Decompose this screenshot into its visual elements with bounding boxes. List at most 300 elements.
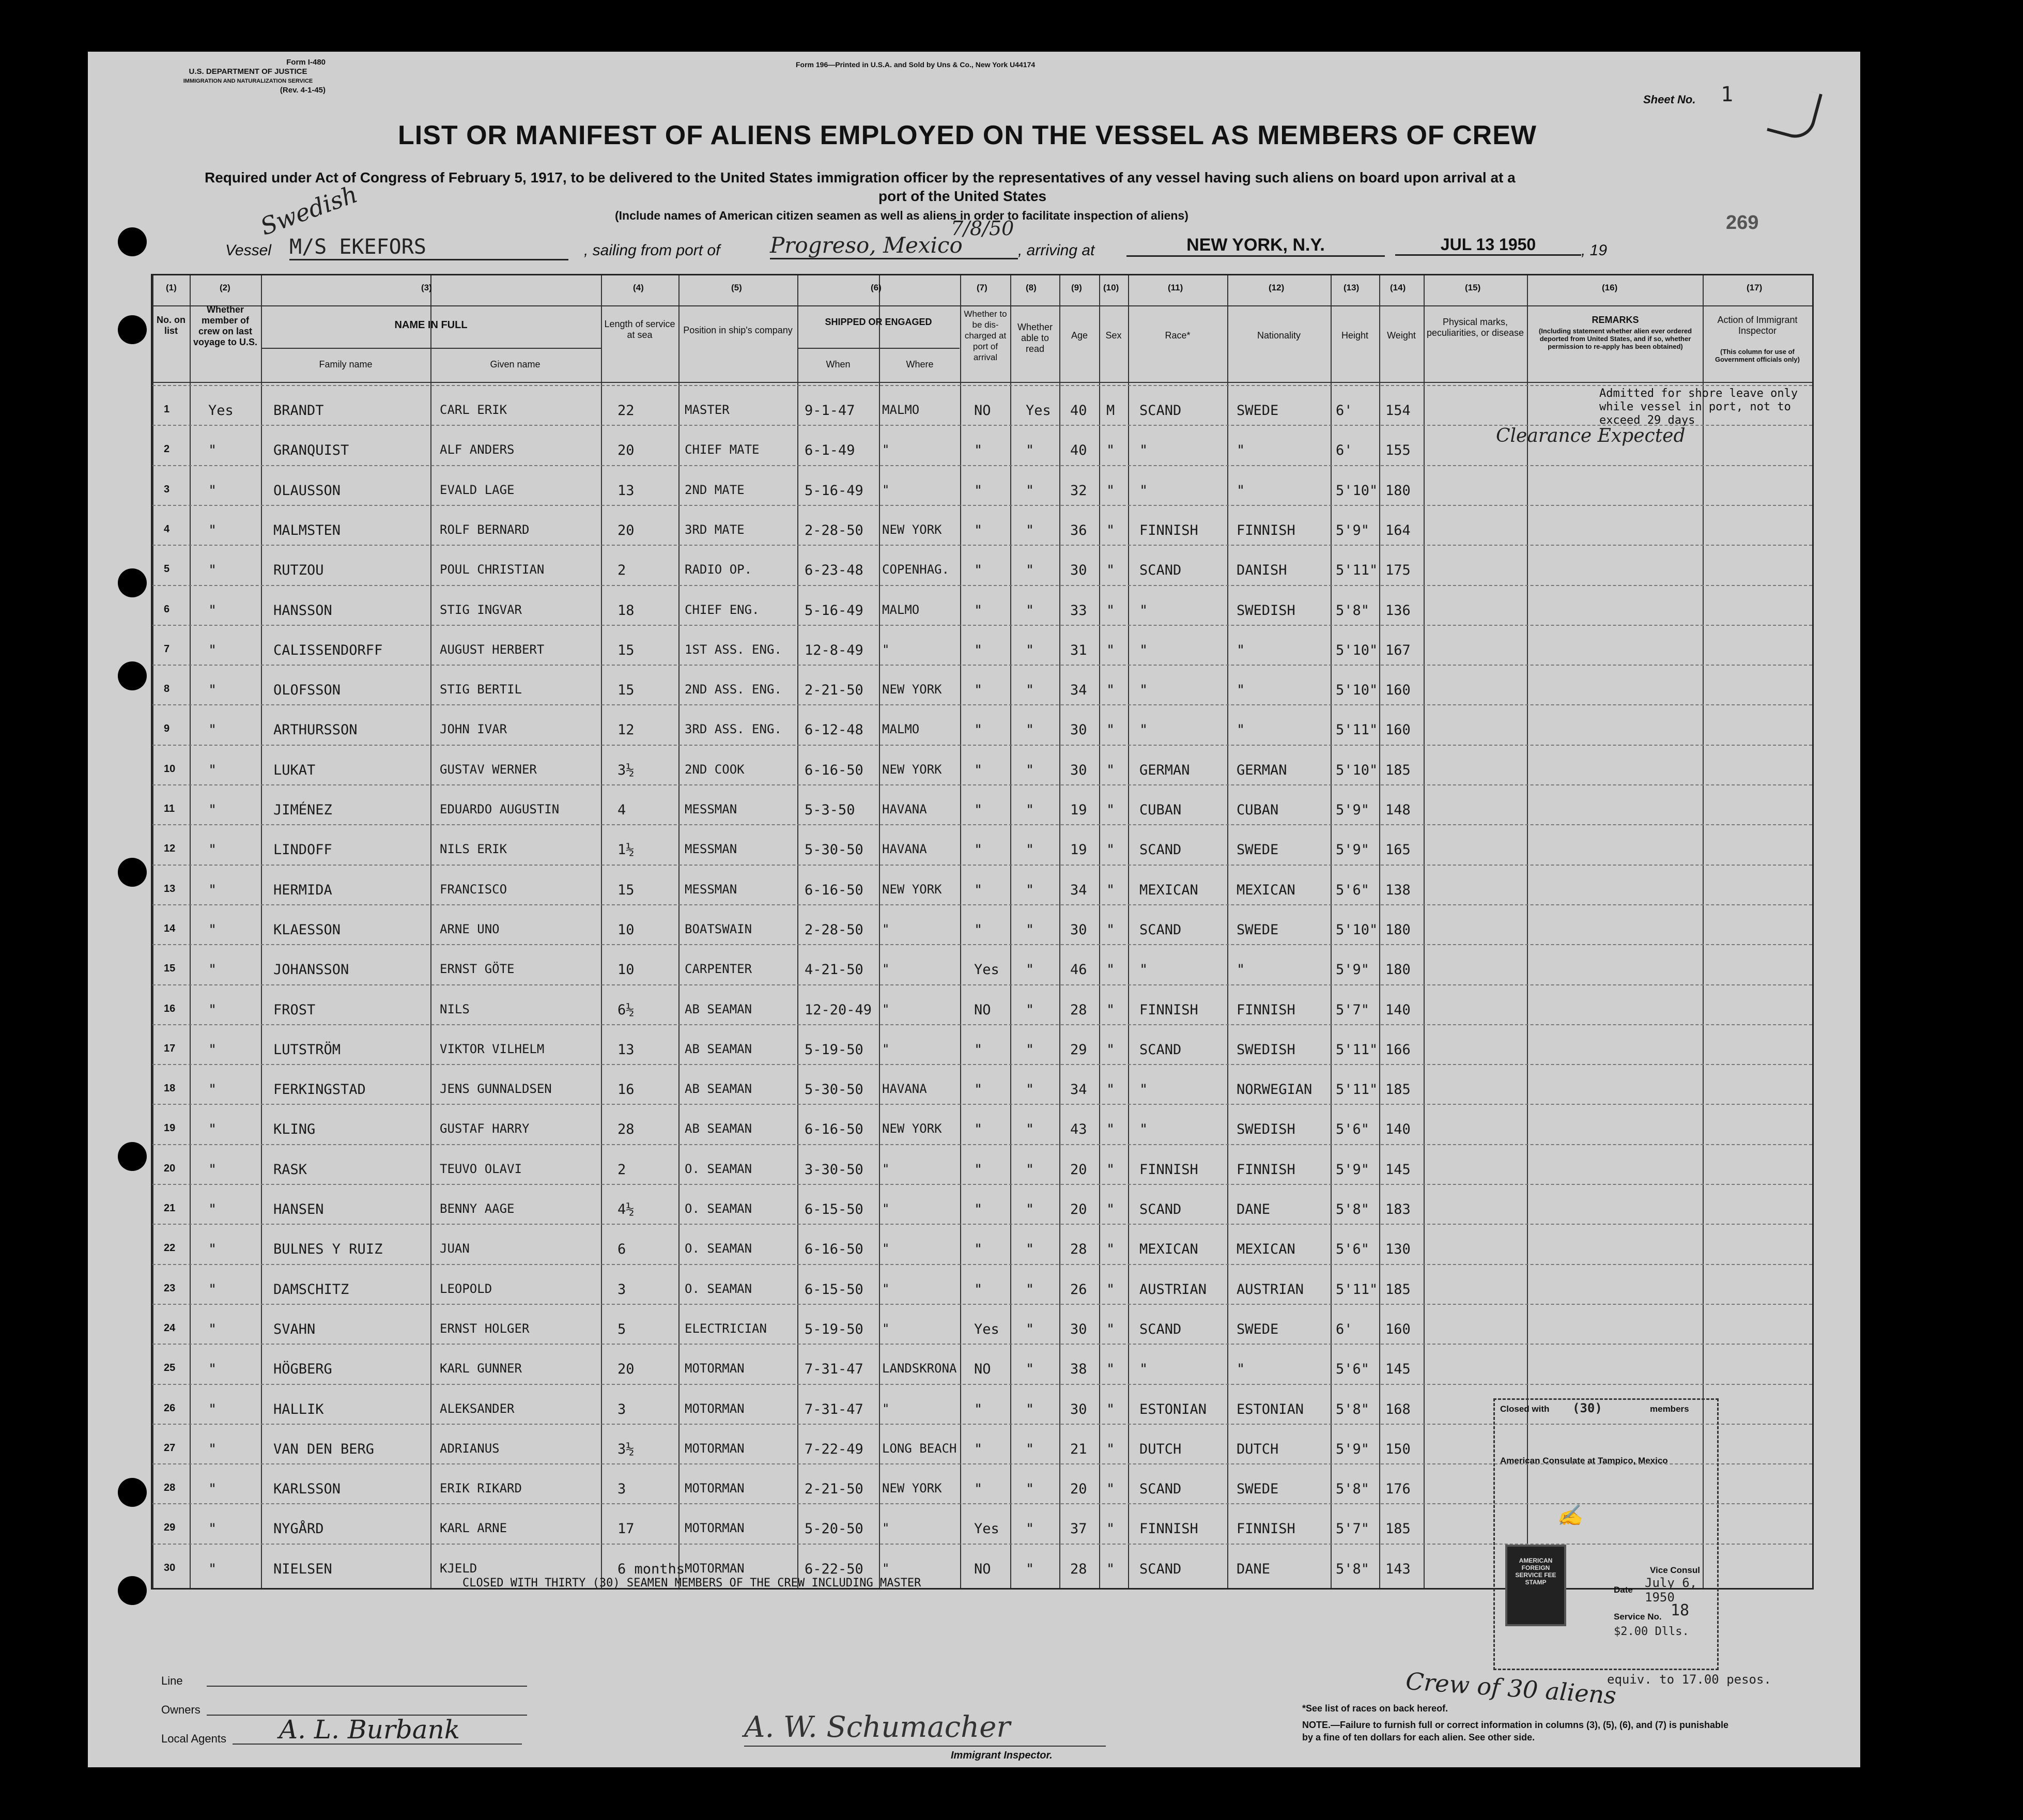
height-cell: 6' <box>1336 403 1353 419</box>
row-number: 17 <box>164 1042 176 1054</box>
age-cell: 28 <box>1070 1241 1087 1258</box>
able-read-cell: " <box>1026 882 1034 898</box>
nationality-cell: FINNISH <box>1237 1161 1295 1178</box>
family-name-cell: KLING <box>273 1121 316 1138</box>
shipped-when-cell: 6-15-50 <box>805 1281 863 1298</box>
position-cell: MOTORMAN <box>685 1481 745 1496</box>
family-name-cell: OLAUSSON <box>273 482 341 499</box>
date-label: Date <box>1614 1585 1633 1595</box>
nationality-cell: MEXICAN <box>1237 882 1295 898</box>
punch-hole <box>118 568 147 597</box>
discharged-cell: " <box>974 802 983 818</box>
given-name-cell: JENS GUNNALDSEN <box>440 1082 552 1097</box>
header-when: When <box>826 359 851 369</box>
position-cell: 1ST ASS. ENG. <box>685 642 782 657</box>
table-row <box>152 784 1812 826</box>
row-number: 12 <box>164 843 176 855</box>
position-cell: MESSMAN <box>685 802 737 816</box>
member-cell: " <box>208 1401 217 1417</box>
height-cell: 5'7" <box>1336 1521 1370 1537</box>
header-remarks: REMARKS <box>1592 315 1639 325</box>
position-cell: MOTORMAN <box>685 1401 745 1416</box>
row-number: 14 <box>164 922 176 934</box>
inspector-underline <box>744 1746 1106 1747</box>
race-cell: FINNISH <box>1139 1001 1198 1018</box>
able-read-cell: " <box>1026 962 1034 978</box>
given-name-cell: ALEKSANDER <box>440 1401 515 1416</box>
table-row <box>152 625 1812 666</box>
row-number: 3 <box>164 483 170 495</box>
member-cell: " <box>208 842 217 858</box>
discharged-cell: " <box>974 1201 983 1217</box>
agents-label: Local Agents <box>161 1732 226 1745</box>
position-cell: O. SEAMAN <box>685 1281 752 1296</box>
inspector-label: Immigrant Inspector. <box>951 1750 1053 1761</box>
member-cell: " <box>208 882 217 898</box>
sex-cell: " <box>1106 1521 1115 1537</box>
shipped-where-cell: LANDSKRONA <box>882 1361 957 1376</box>
shipped-when-cell: 5-30-50 <box>805 842 863 858</box>
race-cell: GERMAN <box>1139 762 1190 778</box>
shipped-where-cell: " <box>882 1401 890 1416</box>
given-name-cell: GUSTAV WERNER <box>440 762 537 777</box>
given-name-cell: ROLF BERNARD <box>440 522 530 537</box>
required-text-2: port of the United States <box>878 188 1047 204</box>
discharged-cell: " <box>974 1241 983 1258</box>
colnum-13: (13) <box>1343 283 1360 292</box>
able-read-cell: " <box>1026 802 1034 818</box>
member-cell: " <box>208 802 217 818</box>
length-cell: 15 <box>617 882 635 898</box>
length-cell: 3 <box>617 1481 626 1498</box>
able-read-cell: " <box>1026 842 1034 858</box>
table-row <box>152 824 1812 866</box>
length-cell: 28 <box>617 1121 635 1138</box>
age-cell: 43 <box>1070 1121 1087 1138</box>
shipped-when-cell: 7-22-49 <box>805 1441 863 1457</box>
line-underline <box>207 1686 527 1687</box>
sex-cell: " <box>1106 482 1115 499</box>
age-cell: 20 <box>1070 1481 1087 1498</box>
length-cell: 20 <box>617 1361 635 1378</box>
table-row <box>152 984 1812 1026</box>
height-cell: 6' <box>1336 442 1353 459</box>
table-row <box>152 704 1812 746</box>
height-cell: 5'9" <box>1336 962 1370 978</box>
agent-signature: A. L. Burbank <box>279 1715 460 1745</box>
colnum-9: (9) <box>1071 283 1082 292</box>
row-number: 28 <box>164 1482 176 1494</box>
member-cell: " <box>208 921 217 938</box>
race-cell: SCAND <box>1139 1041 1182 1058</box>
shipped-when-cell: 7-31-47 <box>805 1401 863 1417</box>
shipped-where-cell: " <box>882 1041 890 1056</box>
position-cell: MOTORMAN <box>685 1561 745 1576</box>
header-physical: Physical marks, peculiarities, or disease <box>1426 317 1524 338</box>
row-number: 20 <box>164 1162 176 1174</box>
race-cell: " <box>1139 1121 1148 1138</box>
header-nationality: Nationality <box>1257 330 1301 341</box>
sex-cell: " <box>1106 602 1115 619</box>
position-cell: CHIEF MATE <box>685 442 760 457</box>
shipped-where-cell: " <box>882 1281 890 1296</box>
shipped-when-cell: 2-28-50 <box>805 522 863 538</box>
discharged-cell: Yes <box>974 1521 999 1537</box>
shipped-where-cell: NEW YORK <box>882 882 942 897</box>
able-read-cell: " <box>1026 562 1034 579</box>
nationality-cell: " <box>1237 642 1245 658</box>
colnum-14: (14) <box>1390 283 1406 292</box>
year-label: , 19 <box>1581 242 1608 259</box>
weight-cell: 164 <box>1385 522 1411 538</box>
discharged-cell: " <box>974 1121 983 1138</box>
colnum-4: (4) <box>633 283 644 292</box>
race-cell: MEXICAN <box>1139 882 1198 898</box>
given-name-cell: ERIK RIKARD <box>440 1481 522 1496</box>
shipped-when-cell: 5-30-50 <box>805 1082 863 1098</box>
family-name-cell: GRANQUIST <box>273 442 349 459</box>
race-cell: " <box>1139 722 1148 738</box>
given-name-cell: NILS <box>440 1001 470 1016</box>
family-name-cell: NYGÅRD <box>273 1521 324 1537</box>
race-cell: SCAND <box>1139 1201 1182 1217</box>
able-read-cell: " <box>1026 442 1034 459</box>
able-read-cell: " <box>1026 1201 1034 1217</box>
shipped-when-cell: 6-1-49 <box>805 442 855 459</box>
sailing-date: 7/8/50 <box>951 217 1014 240</box>
family-name-cell: HANSEN <box>273 1201 324 1217</box>
header-weight: Weight <box>1387 330 1416 341</box>
member-cell: " <box>208 602 217 619</box>
closed-with-label: Closed with <box>1500 1404 1550 1414</box>
member-cell: " <box>208 522 217 538</box>
row-number: 9 <box>164 723 170 735</box>
discharged-cell: " <box>974 1481 983 1498</box>
position-cell: CHIEF ENG. <box>685 602 760 617</box>
header-shipped: SHIPPED OR ENGAGED <box>825 317 932 327</box>
able-read-cell: " <box>1026 722 1034 738</box>
table-row <box>152 1024 1812 1066</box>
weight-cell: 168 <box>1385 1401 1411 1417</box>
height-cell: 5'9" <box>1336 842 1370 858</box>
height-cell: 5'9" <box>1336 1161 1370 1178</box>
weight-cell: 180 <box>1385 921 1411 938</box>
discharged-cell: " <box>974 682 983 699</box>
weight-cell: 185 <box>1385 1521 1411 1537</box>
member-cell: " <box>208 762 217 778</box>
row-number: 26 <box>164 1402 176 1414</box>
consular-stamp <box>1493 1398 1719 1670</box>
discharged-cell: " <box>974 1441 983 1457</box>
table-row <box>152 665 1812 706</box>
member-cell: " <box>208 562 217 579</box>
weight-cell: 154 <box>1385 403 1411 419</box>
height-cell: 5'10" <box>1336 682 1378 699</box>
length-cell: 5 <box>617 1321 626 1337</box>
shipped-where-cell: " <box>882 642 890 657</box>
given-name-cell: NILS ERIK <box>440 842 507 857</box>
race-cell: " <box>1139 962 1148 978</box>
row-number: 25 <box>164 1362 176 1374</box>
height-cell: 5'11" <box>1336 1281 1378 1298</box>
table-row <box>152 465 1812 506</box>
sex-cell: " <box>1106 522 1115 538</box>
age-cell: 32 <box>1070 482 1087 499</box>
discharged-cell: " <box>974 722 983 738</box>
weight-cell: 145 <box>1385 1361 1411 1378</box>
nationality-cell: NORWEGIAN <box>1237 1082 1312 1098</box>
race-cell: MEXICAN <box>1139 1241 1198 1258</box>
able-read-cell: " <box>1026 762 1034 778</box>
crew-table <box>151 274 1814 1590</box>
height-cell: 5'10" <box>1336 762 1378 778</box>
discharged-cell: " <box>974 882 983 898</box>
nationality-cell: SWEDE <box>1237 842 1279 858</box>
shipped-where-cell: NEW YORK <box>882 762 942 777</box>
family-name-cell: HÖGBERG <box>273 1361 332 1378</box>
given-name-cell: BENNY AAGE <box>440 1201 515 1216</box>
discharged-cell: " <box>974 642 983 658</box>
shipped-when-cell: 5-19-50 <box>805 1321 863 1337</box>
table-row <box>152 944 1812 985</box>
discharged-cell: NO <box>974 1561 991 1577</box>
colnum-12: (12) <box>1269 283 1285 292</box>
nationality-cell: DANE <box>1237 1201 1271 1217</box>
position-cell: ELECTRICIAN <box>685 1321 767 1336</box>
able-read-cell: " <box>1026 1441 1034 1457</box>
height-cell: 5'7" <box>1336 1001 1370 1018</box>
height-cell: 5'9" <box>1336 1441 1370 1457</box>
sex-cell: " <box>1106 442 1115 459</box>
stamp-number: 269 <box>1726 212 1759 234</box>
shipped-where-cell: NEW YORK <box>882 522 942 537</box>
given-name-cell: FRANCISCO <box>440 882 507 897</box>
line-label: Line <box>161 1674 183 1687</box>
member-cell: " <box>208 1161 217 1178</box>
family-name-cell: JOHANSSON <box>273 962 349 978</box>
sex-cell: " <box>1106 562 1115 579</box>
admitted-stamp: Admitted for shore leave only while vessel in port, not to exceed 29 days <box>1599 387 1798 427</box>
height-cell: 5'6" <box>1336 1121 1370 1138</box>
discharged-cell: NO <box>974 403 991 419</box>
length-cell: 13 <box>617 1041 635 1058</box>
header-where: Where <box>906 359 934 369</box>
shipped-where-cell: " <box>882 1161 890 1176</box>
height-cell: 5'9" <box>1336 522 1370 538</box>
discharged-cell: NO <box>974 1361 991 1378</box>
sex-cell: " <box>1106 1441 1115 1457</box>
race-cell: " <box>1139 1361 1148 1378</box>
vessel-name: M/S EKEFORS <box>289 235 568 260</box>
department: U.S. DEPARTMENT OF JUSTICE <box>189 67 307 76</box>
crew-note: Crew of 30 aliens <box>1404 1667 1617 1710</box>
discharged-cell: " <box>974 1401 983 1417</box>
header-given: Given name <box>490 359 541 369</box>
race-cell: SCAND <box>1139 1481 1182 1498</box>
races-note: *See list of races on back hereof. <box>1302 1703 1448 1714</box>
length-cell: 16 <box>617 1082 635 1098</box>
header-family: Family name <box>319 359 373 369</box>
position-cell: MOTORMAN <box>685 1441 745 1456</box>
age-cell: 30 <box>1070 1321 1087 1337</box>
age-cell: 30 <box>1070 921 1087 938</box>
nationality-cell: SWEDE <box>1237 1321 1279 1337</box>
member-cell: " <box>208 442 217 459</box>
weight-cell: 160 <box>1385 722 1411 738</box>
age-cell: 21 <box>1070 1441 1087 1457</box>
row-number: 29 <box>164 1522 176 1534</box>
discharged-cell: " <box>974 1161 983 1178</box>
member-cell: " <box>208 1121 217 1138</box>
weight-cell: 160 <box>1385 1321 1411 1337</box>
form-number: Form I-480 <box>286 58 326 67</box>
header-name: NAME IN FULL <box>394 319 468 331</box>
member-cell: " <box>208 962 217 978</box>
position-cell: AB SEAMAN <box>685 1121 752 1136</box>
weight-cell: 138 <box>1385 882 1411 898</box>
member-cell: Yes <box>208 403 234 419</box>
able-read-cell: " <box>1026 642 1034 658</box>
height-cell: 5'11" <box>1336 1082 1378 1098</box>
position-cell: MESSMAN <box>685 882 737 897</box>
length-cell: 4 <box>617 802 626 818</box>
shipped-when-cell: 2-21-50 <box>805 1481 863 1498</box>
shipped-when-cell: 6-22-50 <box>805 1561 863 1577</box>
family-name-cell: NIELSEN <box>273 1561 332 1577</box>
colnum-15: (15) <box>1465 283 1481 292</box>
row-number: 6 <box>164 603 170 615</box>
vessel-label: Vessel <box>225 242 271 259</box>
sex-cell: " <box>1106 1161 1115 1178</box>
table-row <box>152 1224 1812 1265</box>
sex-cell: " <box>1106 802 1115 818</box>
height-cell: 5'6" <box>1336 882 1370 898</box>
race-cell: " <box>1139 442 1148 459</box>
sex-cell: " <box>1106 1481 1115 1498</box>
given-name-cell: STIG INGVAR <box>440 602 522 617</box>
revision: (Rev. 4-1-45) <box>280 86 326 95</box>
table-row <box>152 425 1812 466</box>
able-read-cell: " <box>1026 1321 1034 1337</box>
discharged-cell: " <box>974 1041 983 1058</box>
member-cell: " <box>208 1241 217 1258</box>
table-row <box>152 1184 1812 1225</box>
sex-cell: " <box>1106 1001 1115 1018</box>
length-cell: 6 <box>617 1241 626 1258</box>
age-cell: 40 <box>1070 403 1087 419</box>
position-cell: O. SEAMAN <box>685 1161 752 1176</box>
height-cell: 5'8" <box>1336 1401 1370 1417</box>
discharged-cell: " <box>974 602 983 619</box>
shipped-where-cell: " <box>882 962 890 977</box>
shipped-when-cell: 6-16-50 <box>805 1121 863 1138</box>
nationality-cell: MEXICAN <box>1237 1241 1295 1258</box>
shipped-when-cell: 9-1-47 <box>805 403 855 419</box>
age-cell: 30 <box>1070 1401 1087 1417</box>
punch-hole <box>118 315 147 344</box>
nationality-cell: SWEDISH <box>1237 1041 1295 1058</box>
include-note: (Include names of American citizen seamen as well as aliens in order to facilitate inspection of aliens) <box>615 209 1188 222</box>
nationality-cell: SWEDE <box>1237 921 1279 938</box>
length-cell: 18 <box>617 602 635 619</box>
weight-cell: 136 <box>1385 602 1411 619</box>
colnum-11: (11) <box>1168 283 1183 292</box>
sex-cell: " <box>1106 722 1115 738</box>
age-cell: 38 <box>1070 1361 1087 1378</box>
colnum-8: (8) <box>1026 283 1037 292</box>
table-row <box>152 385 1812 426</box>
header-member: Whether member of crew on last voyage to U.S. <box>193 304 258 347</box>
height-cell: 5'9" <box>1336 802 1370 818</box>
discharged-cell: Yes <box>974 1321 999 1337</box>
height-cell: 5'8" <box>1336 1201 1370 1217</box>
position-cell: MASTER <box>685 403 730 417</box>
shipped-where-cell: HAVANA <box>882 1082 927 1097</box>
length-cell: 3½ <box>617 1441 635 1457</box>
weight-cell: 140 <box>1385 1121 1411 1138</box>
family-name-cell: LUTSTRÖM <box>273 1041 341 1058</box>
race-cell: ESTONIAN <box>1139 1401 1207 1417</box>
required-text-1: Required under Act of Congress of February 5, 1917, to be delivered to the United States immigration officer by the representatives of any vessel having such aliens on board upon arrival at a <box>205 169 1516 186</box>
table-row <box>152 745 1812 786</box>
race-cell: SCAND <box>1139 403 1182 419</box>
punch-hole <box>118 1142 147 1171</box>
weight-cell: 165 <box>1385 842 1411 858</box>
form-identification <box>171 58 326 95</box>
nationality-cell: SWEDE <box>1237 1481 1279 1498</box>
position-cell: MOTORMAN <box>685 1361 745 1376</box>
given-name-cell: KJELD <box>440 1561 477 1576</box>
family-name-cell: SVAHN <box>273 1321 316 1337</box>
shipped-when-cell: 2-28-50 <box>805 921 863 938</box>
header-height: Height <box>1341 330 1369 341</box>
length-cell: 12 <box>617 722 635 738</box>
age-cell: 30 <box>1070 562 1087 579</box>
height-cell: 5'11" <box>1336 562 1378 579</box>
given-name-cell: EDUARDO AUGUSTIN <box>440 802 560 816</box>
height-cell: 5'10" <box>1336 642 1378 658</box>
table-row <box>152 1264 1812 1305</box>
height-cell: 5'8" <box>1336 1481 1370 1498</box>
shipped-when-cell: 5-19-50 <box>805 1041 863 1058</box>
length-cell: 15 <box>617 682 635 699</box>
age-cell: 33 <box>1070 602 1087 619</box>
shipped-where-cell: LONG BEACH <box>882 1441 957 1456</box>
row-number: 15 <box>164 963 176 975</box>
family-name-cell: HERMIDA <box>273 882 332 898</box>
fine-note: NOTE.—Failure to furnish full or correct information in columns (3), (5), (6), and (7) is punishable by a fine of ten dollars for each alien. See other side. <box>1302 1720 1729 1742</box>
member-cell: " <box>208 1361 217 1378</box>
family-name-cell: FERKINGSTAD <box>273 1082 366 1098</box>
sex-cell: " <box>1106 1361 1115 1378</box>
able-read-cell: " <box>1026 921 1034 938</box>
given-name-cell: KARL GUNNER <box>440 1361 522 1376</box>
nationality-cell: DANE <box>1237 1561 1271 1577</box>
sex-cell: " <box>1106 921 1115 938</box>
nationality-cell: " <box>1237 682 1245 699</box>
family-name-cell: ARTHURSSON <box>273 722 358 738</box>
sex-cell: " <box>1106 1041 1115 1058</box>
given-name-cell: JUAN <box>440 1241 470 1256</box>
race-cell: SCAND <box>1139 842 1182 858</box>
race-cell: FINNISH <box>1139 522 1198 538</box>
table-row <box>152 865 1812 906</box>
able-read-cell: " <box>1026 522 1034 538</box>
sex-cell: " <box>1106 1121 1115 1138</box>
able-read-cell: " <box>1026 1561 1034 1577</box>
row-number: 11 <box>164 803 175 814</box>
colnum-16: (16) <box>1602 283 1618 292</box>
